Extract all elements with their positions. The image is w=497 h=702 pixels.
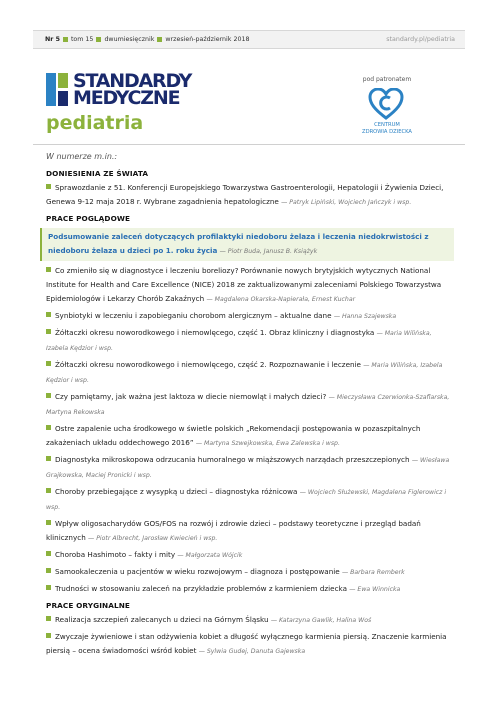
article-authors: — Małgorzata Wójcik (177, 552, 243, 559)
article-authors: — Mieczysława Czerwionka-Szaflarska, Martyna Rekowska (46, 394, 450, 416)
bullet-square-icon (46, 488, 51, 493)
bullet-square-icon (46, 585, 51, 590)
toc-item[interactable] (46, 309, 454, 324)
volume: tom 15 (70, 36, 94, 43)
toc-item[interactable] (46, 565, 454, 580)
highlighted-article[interactable] (40, 228, 454, 261)
bullet-square-icon (46, 568, 51, 573)
patron-name (352, 122, 422, 136)
bullet-square-icon (46, 184, 51, 189)
section-heading: DONIESIENIA ZE ŚWIATA (46, 169, 149, 178)
czd-heart-logo-icon (368, 88, 404, 120)
issue-info-bar (33, 30, 465, 49)
patronage-label: pod patronatem (362, 76, 412, 83)
article-title: Samookaleczenia u pacjentów w wieku rozwojowym – diagnoza i postępowanie (55, 567, 340, 576)
article-title: Co zmieniło się w diagnostyce i leczeniu boreliozy? Porównanie nowych brytyjskich wytycznych National Institute for Health and Care Excellence (NICE) 2018 ze zaktualizowanymi zaleceniami Polskiego Towarzystwa Epidemiologów i Lekarzy Chorób Zakaźnych (46, 266, 442, 303)
article-title: Synbiotyki w leczeniu i zapobieganiu chorobom alergicznym – aktualne dane (55, 311, 332, 320)
toc-item[interactable] (46, 582, 454, 597)
article-authors: — Magdalena Okarska-Napierała, Ernest Kuchar (206, 296, 356, 303)
toc-item[interactable] (46, 630, 454, 659)
article-title: Wpływ oligosacharydów GOS/FOS na rozwój i zdrowie dzieci – podstawy teoretyczne i przegląd badań klinicznych (46, 519, 421, 542)
toc-item[interactable] (46, 264, 454, 307)
article-title: Sprawozdanie z 51. Konferencji Europejskiego Towarzystwa Gastroenterologii, Hepatologii i Żywienia Dzieci, Genewa 9-12 maja 2018 r. Wybrane zagadnienia hepatologiczne (46, 183, 444, 206)
toc-item[interactable] (46, 326, 454, 356)
article-title: Realizacja szczepień zalecanych u dzieci na Górnym Śląsku (55, 615, 269, 624)
article-authors: — Katarzyna Gawlik, Halina Woś (270, 617, 372, 624)
frequency: dwumiesięcznik (104, 36, 155, 43)
intro-text: W numerze m.in.: (46, 152, 118, 161)
logo-line-2: MEDYCZNE (73, 87, 180, 109)
logo-line-1: STANDARDY (73, 70, 192, 92)
journal-name: pediatria (46, 112, 144, 134)
article-authors: — Sylwia Gudej, Danuta Gajewska (198, 648, 306, 655)
article-title: Trudności w stosowaniu zaleceń na przykładzie problemów z karmieniem dziecka (55, 584, 347, 593)
bullet-square-icon (46, 425, 51, 430)
article-title: Podsumowanie zaleceń dotyczących profilaktyki niedoboru żelaza i leczenia niedokrwistości z niedoboru żelaza u dzieci po 1. roku życia (48, 232, 429, 255)
article-authors: — Wojciech Służewski, Magdalena Figlerowicz i wsp. (46, 489, 447, 511)
patron-line-1: CENTRUM (374, 122, 400, 128)
toc-item[interactable] (46, 390, 454, 420)
bullet-square-icon (96, 37, 101, 42)
bullet-square-icon (46, 551, 51, 556)
bullet-square-icon (46, 393, 51, 398)
journal-url[interactable]: standardy.pl/pediatria (386, 36, 455, 43)
issue-dates: wrzesień-październik 2018 (165, 36, 250, 43)
table-of-contents (46, 167, 454, 661)
issue-number: Nr 5 (45, 36, 60, 43)
article-authors: — Hanna Szajewska (333, 313, 397, 320)
toc-item[interactable] (46, 358, 454, 388)
bullet-square-icon (46, 633, 51, 638)
toc-item[interactable] (46, 517, 454, 546)
article-title: Czy pamiętamy, jak ważna jest laktoza w diecie niemowląt i małych dzieci? (55, 392, 327, 401)
bullet-square-icon (46, 312, 51, 317)
article-title: Diagnostyka mikroskopowa odrzucania humoralnego w miąższowych narządach przeszczepionych (55, 455, 410, 464)
bullet-square-icon (46, 267, 51, 272)
toc-item[interactable] (46, 548, 454, 563)
bullet-square-icon (46, 616, 51, 621)
article-title: Zwyczaje żywieniowe i stan odżywienia kobiet a długość wyłącznego karmienia piersią. Znaczenie karmienia piersią – ocena świadomości wśród kobiet (46, 632, 447, 655)
bullet-square-icon (63, 37, 68, 42)
toc-item[interactable] (46, 453, 454, 483)
patron-line-2: ZDROWIA DZIECKA (362, 129, 412, 135)
bullet-square-icon (157, 37, 162, 42)
bullet-square-icon (46, 329, 51, 334)
article-authors: — Wiesława Grajkowska, Maciej Pronicki i wsp. (46, 457, 450, 479)
article-title: Ostre zapalenie ucha środkowego w świetle polskich „Rekomendacji postępowania w pozaszpitalnych zakażeniach układu oddechowego 2016” (46, 424, 421, 447)
toc-item[interactable] (46, 485, 454, 515)
section-heading: PRACE ORYGINALNE (46, 601, 130, 610)
article-authors: — Patryk Lipiński, Wojciech Jańczyk i wsp. (281, 199, 412, 206)
article-title: Choroby przebiegające z wysypką u dzieci – diagnostyka różnicowa (55, 487, 298, 496)
article-authors: — Maria Wilińska, Izabela Kędzior i wsp. (46, 330, 432, 352)
article-authors: — Ewa Winnicka (349, 586, 401, 593)
article-authors: — Barbara Remberk (341, 569, 405, 576)
article-title: Żółtaczki okresu noworodkowego i niemowlęcego, część 2. Rozpoznawanie i leczenie (55, 360, 361, 369)
bullet-square-icon (46, 456, 51, 461)
section-heading: PRACE POGLĄDOWE (46, 214, 131, 223)
article-title: Żółtaczki okresu noworodkowego i niemowlęcego, część 1. Obraz kliniczny i diagnostyka (55, 328, 375, 337)
article-authors: — Piotr Buda, Janusz B. Książyk (219, 248, 318, 255)
bullet-square-icon (46, 361, 51, 366)
bullet-square-icon (46, 520, 51, 525)
toc-item[interactable] (46, 181, 454, 210)
article-authors: — Piotr Albrecht, Jarosław Kwiecień i wsp. (88, 535, 218, 542)
article-authors: — Maria Wilińska, Izabela Kędzior i wsp. (46, 362, 443, 384)
article-authors: — Martyna Szwejkowska, Ewa Zalewska i wsp. (195, 440, 340, 447)
toc-item[interactable] (46, 613, 454, 628)
logo-wordmark (73, 70, 192, 109)
article-title: Choroba Hashimoto – fakty i mity (55, 550, 176, 559)
toc-item[interactable] (46, 422, 454, 451)
divider (33, 144, 465, 145)
logo-mark-icon (46, 73, 68, 106)
